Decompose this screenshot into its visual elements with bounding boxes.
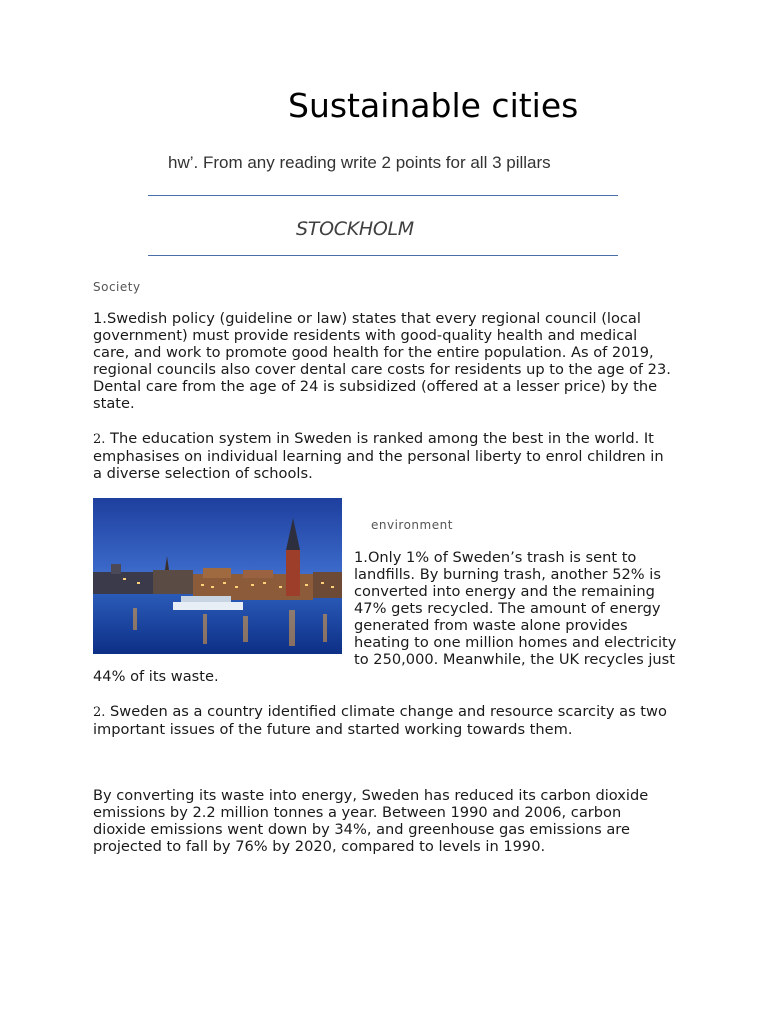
environment-point-2 [93, 703, 677, 738]
city-heading: STOCKHOLM [296, 218, 414, 240]
point-number: 1. [354, 549, 368, 566]
environment-point-1 [93, 549, 677, 685]
point-number: 1. [93, 310, 107, 327]
point-text: Sweden as a country identified climate change and resource scarcity as two important issues of the future and started working towards them. [93, 703, 667, 738]
homework-instruction: hw’. From any reading write 2 points for all 3 pillars [168, 153, 551, 172]
divider-bottom [148, 255, 618, 256]
point-text: The education system in Sweden is ranked among the best in the world. It emphasises on individual learning and the personal liberty to enrol children in a diverse selection of schools. [93, 430, 664, 482]
point-number: 2. [93, 432, 106, 447]
stockholm-waterfront-photo [93, 498, 342, 654]
society-point-2 [93, 430, 677, 482]
point-text: Swedish policy (guideline or law) states that every regional council (local government) must provide residents with good-quality health and medical care, and work to promote good health for the entire population. As of 2019, regional councils also cover dental care costs for residents up to the age of 23. Dental care from the age of 24 is subsidized (offered at a lesser price) by the state. [93, 310, 671, 412]
environment-extra-paragraph: By converting its waste into energy, Sweden has reduced its carbon dioxide emissions by 2.2 million tonnes a year. Between 1990 and 2006, carbon dioxide emissions went down by 34%, and greenhouse gas emissions are projected to fall by 76% by 2020, compared to levels in 1990. [93, 787, 649, 855]
society-point-1 [93, 310, 677, 412]
divider-top [148, 195, 618, 196]
point-text: Only 1% of Sweden’s trash is sent to landfills. By burning trash, another 52% is converted into energy and the remaining 47% gets recycled. The amount of energy generated from waste alone provides heating to one million homes and electricity to 250,000. Meanwhile, the UK recycles just 44% of its waste. [93, 549, 677, 685]
point-number: 2. [93, 705, 106, 720]
document-title: Sustainable cities [288, 86, 579, 125]
society-label: Society [93, 280, 141, 294]
environment-label: environment [371, 518, 453, 532]
